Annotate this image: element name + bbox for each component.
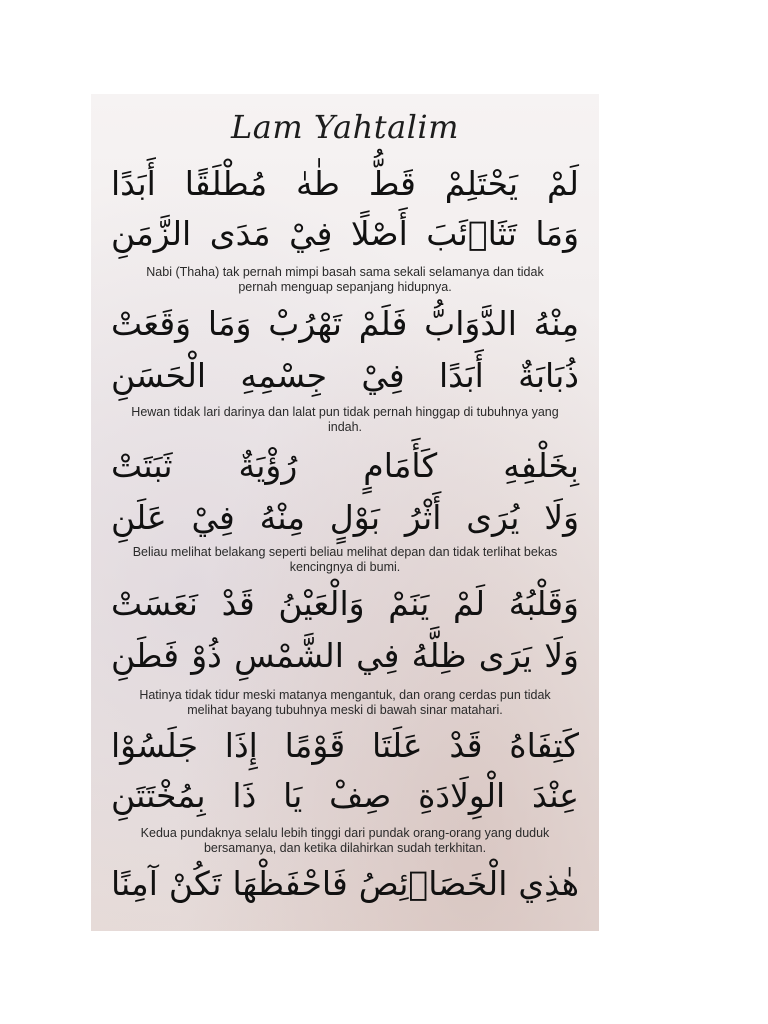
- stanza-2-arabic-line-2: ذُبَابَةٌ أَبَدًا فِيْ جِسْمِهِ الْحَسَنِ: [111, 356, 579, 395]
- poem-card: [91, 94, 599, 931]
- stanza-4-translation: Hatinya tidak tidur meski matanya mengantuk, dan orang cerdas pun tidak melihat bayang tubuhnya meski di bawah sinar matahari.: [139, 688, 551, 717]
- stanza-3-arabic-line-2: وَلَا يُرَى أَثْرُ بَوْلٍ مِنْهُ فِيْ عَلَنِ: [111, 498, 579, 537]
- stanza-5-arabic-line-1: كَتِفَاهُ قَدْ عَلَتَا قَوْمًا إِذَا جَلَسُوْا: [111, 726, 579, 765]
- stanza-3-translation: Beliau melihat belakang seperti beliau melihat depan dan tidak terlihat bekas kencingnya di bumi.: [132, 545, 558, 574]
- stanza-1-arabic-line-2: وَمَا تَثَاۤئَبَ أَصْلًا فِيْ مَدَى الزَّمَنِ: [111, 214, 579, 253]
- stanza-6-arabic-line-1: هٰذِي الْخَصَاۤئِصُ فَاحْفَظْهَا تَكُنْ آمِنًا: [111, 864, 579, 903]
- stanza-3-arabic-line-1: بِخَلْفِهِ كَأَمَامٍ رُؤْيَةٌ ثَبَتَتْ: [111, 446, 579, 485]
- stanza-4-arabic-line-1: وَقَلْبُهُ لَمْ يَنَمْ وَالْعَيْنُ قَدْ نَعَسَتْ: [111, 584, 579, 623]
- stanza-2-translation: Hewan tidak lari darinya dan lalat pun tidak pernah hinggap di tubuhnya yang indah.: [131, 405, 559, 434]
- poem-title: Lam Yahtalim: [231, 108, 459, 146]
- stanza-5-translation: Kedua pundaknya selalu lebih tinggi dari pundak orang-orang yang duduk bersamanya, dan ketika dilahirkan sudah terkhitan.: [140, 826, 550, 855]
- stanza-1-translation: Nabi (Thaha) tak pernah mimpi basah sama sekali selamanya dan tidak pernah menguap sepanjang hidupnya.: [146, 265, 544, 294]
- stanza-2-arabic-line-1: مِنْهُ الدَّوَابُّ فَلَمْ تَهْرُبْ وَمَا وَقَعَتْ: [111, 304, 579, 343]
- stanza-4-arabic-line-2: وَلَا يَرَى ظِلَّهُ فِي الشَّمْسِ ذُوْ فَطَنِ: [111, 636, 579, 675]
- stanza-1-arabic-line-1: لَمْ يَحْتَلِمْ قَطُّ طٰهٰ مُطْلَقًا أَبَدًا: [111, 164, 579, 203]
- stanza-5-arabic-line-2: عِنْدَ الْوِلَادَةِ صِفْ يَا ذَا بِمُخْتَتَنِ: [111, 776, 579, 815]
